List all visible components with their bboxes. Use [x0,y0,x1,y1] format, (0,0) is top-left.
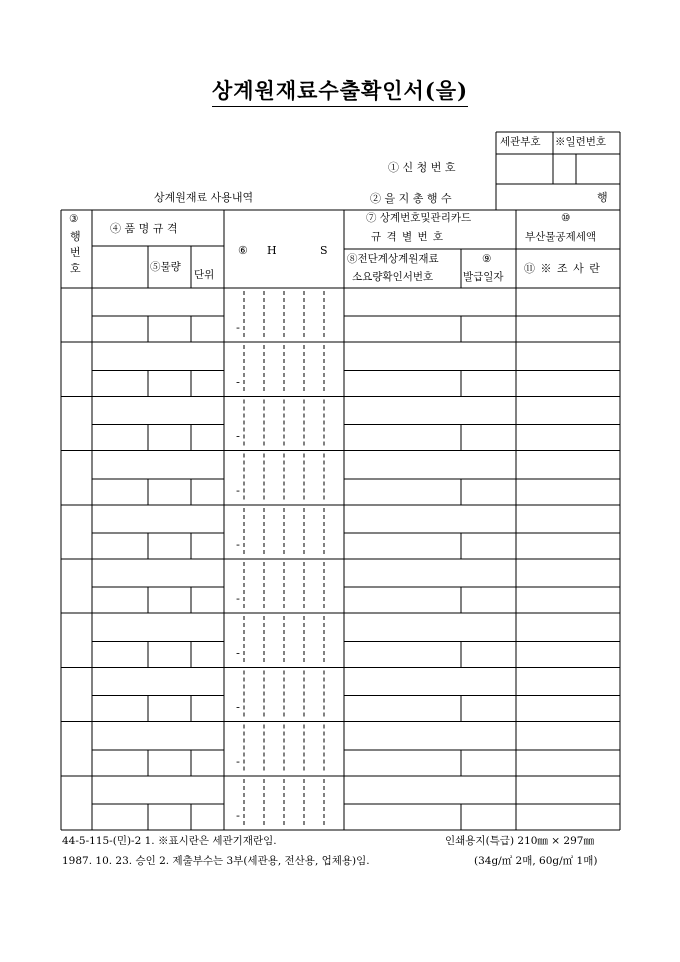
footer-line-2-left: 1987. 10. 23. 승인 2. 제출부수는 3부(세관용, 전산용, 업체용)임. [62,855,370,867]
byproduct-tax-header: 부산물공제세액 [525,231,597,243]
offset-number-header: ⑦ 상계번호및관리카드 [366,212,472,224]
unit-header: 단위 [194,269,215,281]
hs-dash: - [236,375,240,389]
prior-stage-header-1: ⑧전단계상계원재료 [347,253,439,265]
byproduct-circle: ⑩ [561,212,571,224]
row-unit-label: 행 [597,191,608,204]
item-spec-header: ④ 품 명 규 격 [110,222,178,235]
usage-details-label: 상계원재료 사용내역 [154,191,254,204]
issue-date-header: 발급일자 [463,271,504,283]
footer-line-1-right: 인쇄용지(특급) 210㎜ × 297㎜ [445,835,594,847]
hs-dash: - [236,321,240,335]
issue-date-circle: ⑨ [482,253,492,265]
serial-number-header: ※일련번호 [555,136,607,148]
row-number-header: 행 번 호 [70,230,81,275]
hs-dash: - [236,483,240,497]
inspection-header: ⑪ ※ 조 사 란 [524,262,601,275]
hs-dash: - [236,537,240,551]
hs-dash: - [236,592,240,606]
page-title: 상계원재료수출확인서(을) [0,80,680,101]
prior-stage-header-2: 소요량확인서번호 [352,271,434,283]
quantity-header: ⑤물량 [150,261,181,273]
application-number-label: ① 신 청 번 호 [388,161,456,174]
footer-line-1-left: 44-5-115-(민)-2 1. ※표시란은 세관기재란임. [62,835,277,847]
hs-dash: - [236,700,240,714]
spec-number-header: 규 격 별 번 호 [371,231,445,243]
hs-number: ⑥ [238,244,248,257]
hs-h: H [267,244,277,257]
hs-dash: - [236,646,240,660]
customs-code-header: 세관부호 [500,136,541,148]
footer-line-2-right: (34g/㎡ 2매, 60g/㎡ 1매) [474,855,598,867]
attached-rows-label: ② 을 지 총 행 수 [370,192,452,205]
hs-s: S [320,244,328,257]
hs-dash: - [236,429,240,443]
row-number-circle: ③ [69,213,79,225]
hs-dash: - [236,754,240,768]
hs-dash: - [236,808,240,822]
